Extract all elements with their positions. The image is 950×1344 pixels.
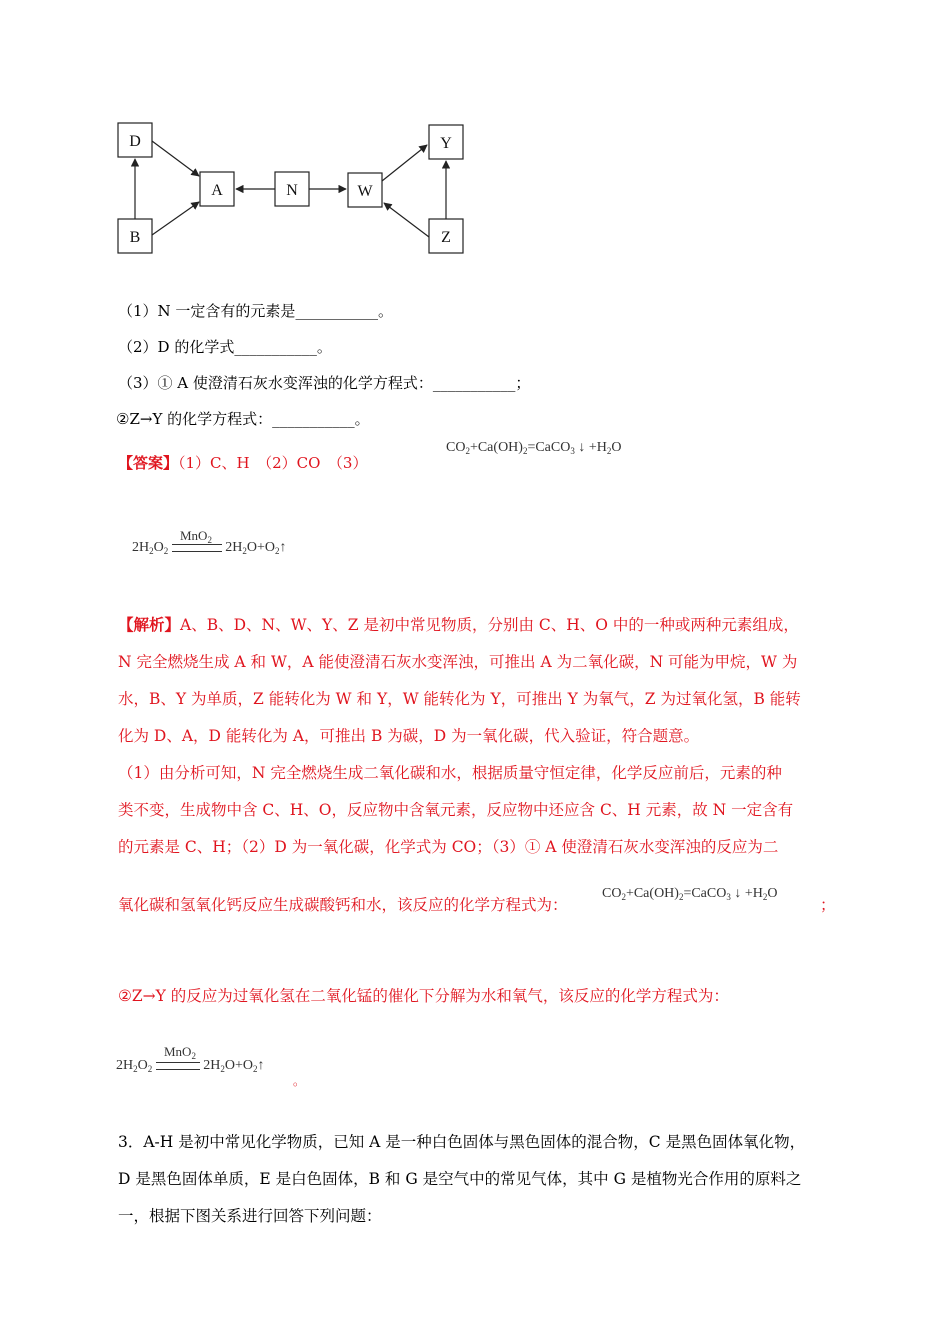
question-3: （3）① A 使澄清石灰水变浑浊的化学方程式：___________； — [118, 374, 531, 392]
analysis-line-7: 的元素是 C、H；（2）D 为一氧化碳，化学式为 CO；（3）① A 使澄清石灰水变浑浊的反应为二 — [118, 838, 779, 856]
arrow-b-to-a — [152, 202, 199, 235]
answer-line — [118, 452, 367, 474]
analysis-tag: 【解析】 — [118, 615, 181, 634]
arrow-d-to-a — [152, 141, 199, 176]
node-label-Z: Z — [441, 229, 451, 246]
analysis-line-1: 【解析】A、B、D、N、W、Y、Z 是初中常见物质，分别由 C、H、O 中的一种或两种元素组成， — [118, 615, 799, 634]
answer-text: （1）C、H （2）CO （3） — [178, 454, 368, 472]
node-label-Y: Y — [440, 135, 452, 152]
analysis-line-3: 水，B、Y 为单质，Z 能转化为 W 和 Y，W 能转化为 Y，可推出 Y 为氧气，Z 为过氧化氢，B 能转 — [118, 690, 801, 708]
node-label-A: A — [211, 182, 223, 199]
analysis-line-2: N 完全燃烧生成 A 和 W，A 能使澄清石灰水变浑浊，可推出 A 为二氧化碳，N 可能为甲烷，W 为 — [118, 653, 798, 671]
problem3-line-2: D 是黑色固体单质，E 是白色固体，B 和 G 是空气中的常见气体，其中 G 是植物光合作用的原料之 — [118, 1170, 802, 1188]
analysis-line-6: 类不变，生成物中含 C、H、O，反应物中含氧元素，反应物中还应含 C、H 元素，故 N 一定含有 — [118, 801, 794, 819]
analysis-end-mark: 。 — [293, 1074, 306, 1088]
question-1: （1）N 一定含有的元素是___________。 — [118, 302, 393, 320]
node-label-N: N — [286, 182, 298, 199]
arrow-w-to-y — [382, 145, 427, 181]
analysis-line-4: 化为 D、A，D 能转化为 A，可推出 B 为碳，D 为一氧化碳，代入验证，符合题意。 — [118, 727, 700, 745]
problem3-line-3: 一，根据下图关系进行回答下列问题： — [118, 1207, 382, 1225]
node-label-W: W — [357, 183, 373, 200]
question-4: ②Z→Y 的化学方程式：___________。 — [116, 410, 370, 428]
analysis-line-9: ②Z→Y 的反应为过氧化氢在二氧化锰的催化下分解为水和氧气，该反应的化学方程式为： — [118, 987, 729, 1005]
formula-limewater-answer: $CO_2+Ca(OH)_2=CaCO_3$ ↓ $+H_2O$ — [446, 440, 622, 456]
formula-h2o2-answer: MnO$_2$ $2H_2O_2$ $2H_2O+O_2↑$ — [132, 528, 287, 556]
answer-tag: 【答案】 — [118, 454, 179, 472]
reaction-diagram — [110, 115, 480, 265]
node-label-D: D — [129, 133, 141, 150]
question-2: （2）D 的化学式___________。 — [118, 338, 332, 356]
problem3-line-1: 3．A-H 是初中常见化学物质，已知 A 是一种白色固体与黑色固体的混合物，C 是黑色固体氧化物， — [118, 1133, 806, 1151]
analysis-line-8: 氧化碳和氢氧化钙反应生成碳酸钙和水，该反应的化学方程式为： — [118, 896, 568, 914]
formula-h2o2-analysis: MnO$_2$ $2H_2O_2$ $2H_2O+O_2↑$ — [116, 1044, 265, 1074]
arrow-z-to-w — [384, 203, 429, 237]
analysis-line-5: （1）由分析可知，N 完全燃烧生成二氧化碳和水，根据质量守恒定律，化学反应前后，元素的种 — [118, 764, 782, 782]
analysis-line-8-end: ； — [820, 896, 836, 914]
formula-limewater-analysis: $CO_2+Ca(OH)_2=CaCO_3$ ↓ $+H_2O$ — [602, 886, 778, 902]
node-label-B: B — [129, 229, 141, 246]
